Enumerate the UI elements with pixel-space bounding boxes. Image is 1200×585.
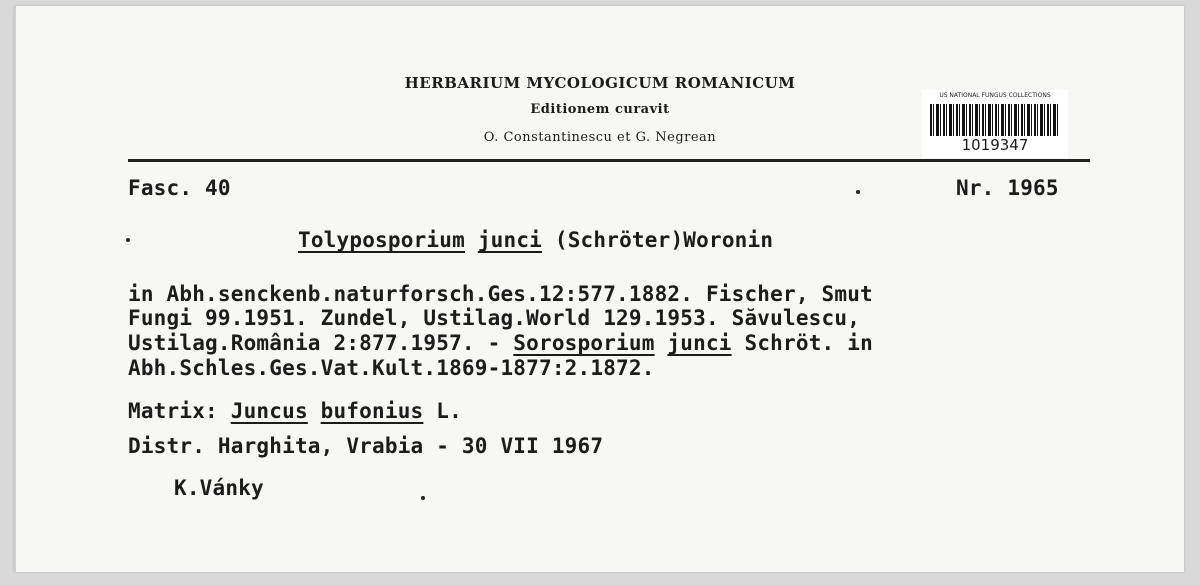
matrix-line bbox=[128, 399, 462, 423]
citation-line bbox=[128, 331, 873, 355]
barcode-icon bbox=[930, 104, 1060, 136]
editor-names: O. Constantinescu et G. Negrean bbox=[483, 130, 717, 145]
species-author: (Schröter)Woronin bbox=[554, 228, 774, 252]
editor-subtitle: Editionem curavit bbox=[530, 102, 670, 117]
synonym-epithet: junci bbox=[667, 331, 732, 355]
host-genus: Juncus bbox=[230, 399, 308, 423]
header-rule bbox=[128, 159, 1090, 162]
distribution-line: Distr. Harghita, Vrabia - 30 VII 1967 bbox=[128, 434, 604, 458]
collector-name: K.Vánky bbox=[174, 476, 264, 500]
synonym-author: Schröt. in bbox=[744, 331, 873, 355]
specimen-number: Nr. 1965 bbox=[956, 176, 1059, 200]
species-epithet: junci bbox=[477, 228, 543, 252]
ink-speck bbox=[856, 190, 860, 194]
barcode-collection: US NATIONAL FUNGUS COLLECTIONS bbox=[939, 92, 1051, 99]
herbarium-title: HERBARIUM MYCOLOGICUM ROMANICUM bbox=[404, 74, 796, 92]
citation-line: Abh.Schles.Ges.Vat.Kult.1869-1877:2.1872. bbox=[128, 356, 655, 380]
citation-prefix: Ustilag.România 2:877.1957. - bbox=[128, 331, 514, 355]
citation-line: in Abh.senckenb.naturforsch.Ges.12:577.1882. Fischer, Smut bbox=[128, 282, 873, 306]
ink-speck bbox=[421, 496, 425, 500]
species-name bbox=[298, 228, 773, 252]
barcode-number: 1019347 bbox=[961, 136, 1029, 154]
species-genus: Tolyposporium bbox=[298, 228, 465, 252]
host-author: L. bbox=[436, 399, 462, 423]
synonym-genus: Sorosporium bbox=[513, 331, 655, 355]
fascicle-number: Fasc. 40 bbox=[128, 176, 231, 200]
ink-speck bbox=[126, 238, 130, 242]
barcode-sticker bbox=[922, 90, 1068, 158]
matrix-label: Matrix: bbox=[128, 399, 218, 423]
herbarium-label bbox=[14, 6, 1184, 572]
citation-line: Fungi 99.1951. Zundel, Ustilag.World 129.1953. Săvulescu, bbox=[128, 306, 861, 330]
host-epithet: bufonius bbox=[320, 399, 424, 423]
